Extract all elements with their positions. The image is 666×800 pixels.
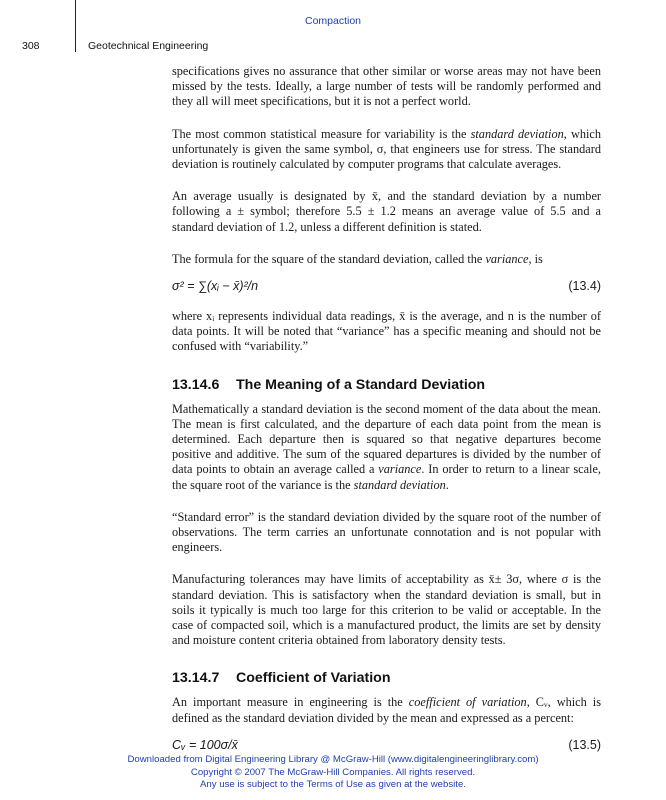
paragraph-7: “Standard error” is the standard deviation divided by the square root of the number of observations. The term carries an unfortunate connotation and is not popular with engineers. — [172, 509, 601, 555]
paragraph-1: specifications gives no assurance that other similar or worse areas may not have been missed by the tests. Ideally, a large number of tests will be randomly performed and they all will meet specifications, but it is not a perfect world. — [172, 64, 601, 109]
footer-line-2: Copyright © 2007 The McGraw-Hill Companies. All rights reserved. — [190, 766, 476, 778]
equation-number: (13.5) — [568, 737, 601, 752]
paragraph-2: The most common statistical measure for variability is the standard deviation, which unfortunately is given the same symbol, σ, that engineers use for stress. The standard deviation is routinely calculated by computer programs that calculate averages. — [172, 126, 602, 172]
term-standard-deviation: standard deviation — [470, 126, 564, 141]
footer-line-1[interactable]: Downloaded from Digital Engineering Library @ McGraw-Hill (www.digitalengineeringlibrary.com) — [127, 754, 539, 765]
paragraph-5: where xᵢ represents individual data readings, x̄ is the average, and n is the number of data points. It will be noted that “variance” has a specific meaning and should not be confused with “variability.” — [172, 309, 601, 354]
term-coefficient-of-variation: coefficient of variation — [408, 695, 527, 710]
equation-formula: Cᵥ = 100σ/x̄ — [172, 737, 238, 752]
term-variance: variance — [485, 251, 529, 266]
equation-formula: σ² = ∑(xᵢ − x̄)²/n — [172, 279, 259, 294]
page-number: 308 — [22, 40, 40, 52]
book-title: Geotechnical Engineering — [88, 40, 209, 52]
footer-line-3[interactable]: Any use is subject to the Terms of Use as given at the website. — [200, 779, 466, 790]
running-title: Compaction — [304, 15, 362, 27]
paragraph-8: Manufacturing tolerances may have limits of acceptability as x̄± 3σ, where σ is the standard deviation. This is satisfactory when the standard deviation is small, but in soils it typically is much too large for this criterion to be valid or acceptable. In the case of compacted soil, which is a manufactured product, the limits are set by density and moisture content criteria obtained from laboratory density tests. — [172, 572, 601, 648]
paragraph-9: An important measure in engineering is the coefficient of variation, Cᵥ, which is defined as the standard deviation divided by the mean and expressed as a percent: — [172, 695, 601, 725]
header-divider — [75, 0, 76, 52]
page-body — [172, 64, 601, 768]
equation-number: (13.4) — [568, 279, 601, 294]
download-notice-footer — [0, 754, 666, 792]
section-heading-13-14-7: 13.14.7 Coefficient of Variation — [172, 670, 391, 687]
equation-13-4 — [172, 279, 601, 299]
paragraph-3: An average usually is designated by x̄, and the standard deviation by a number following a ± symbol; therefore 5.5 ± 1.2 means an average value of 5.5 and a standard deviation of 1.2, unless a different definition is stated. — [172, 189, 601, 234]
section-heading-13-14-6: 13.14.6 The Meaning of a Standard Deviation — [172, 376, 486, 393]
paragraph-4: The formula for the square of the standard deviation, called the variance, is — [172, 251, 543, 266]
paragraph-6: Mathematically a standard deviation is the second moment of the data about the mean. The mean is first calculated, and the departure of each data point from the mean is determined. Each departure then is squared so that negative departures become positive and additive. The sum of the squared departures is divided by the number of data points to obtain an average called a variance. In order to return to a linear scale, the square root of the variance is the standard deviation. — [172, 401, 601, 492]
